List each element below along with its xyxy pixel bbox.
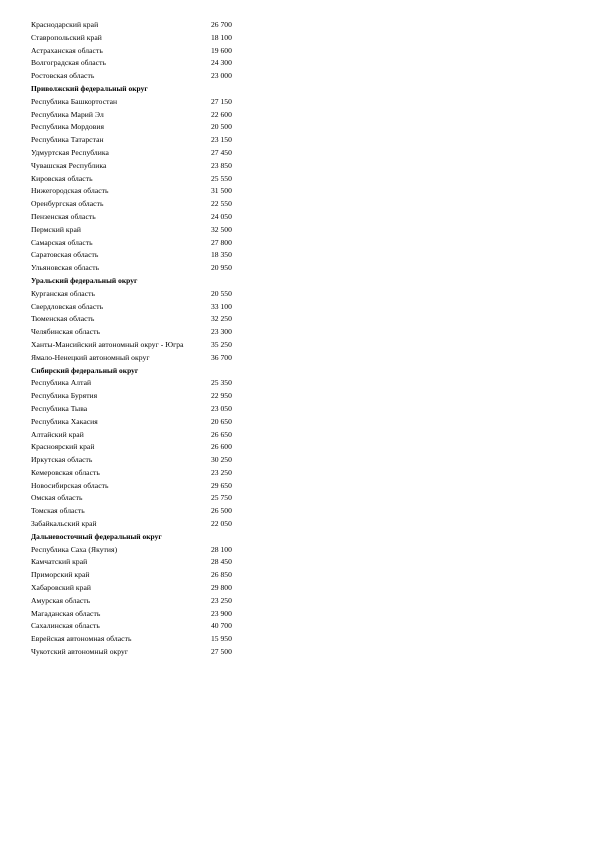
region-name: Новосибирская область (31, 480, 109, 490)
region-name: Самарская область (31, 237, 93, 247)
region-value: 25 750 (211, 493, 232, 503)
region-name: Ямало-Ненецкий автономный округ (31, 352, 150, 362)
table-row (31, 441, 251, 454)
region-name: Забайкальский край (31, 519, 97, 529)
region-value: 20 650 (211, 416, 232, 426)
table-row (31, 505, 251, 518)
region-name: Ханты-Мансийский автономный округ - Югра (31, 339, 184, 349)
region-name: Краснодарский край (31, 20, 99, 29)
region-name: Республика Татарстан (31, 135, 104, 145)
region-name: Республика Мордовия (31, 122, 104, 132)
table-row (31, 326, 251, 339)
region-value: 28 100 (211, 544, 232, 554)
region-name: Оренбургская область (31, 199, 104, 209)
table-row (31, 147, 251, 160)
table-row (31, 288, 251, 301)
district-name: Уральский федеральный округ (31, 275, 138, 285)
region-value: 40 700 (211, 621, 232, 631)
region-value: 19 600 (211, 45, 232, 55)
region-value: 20 500 (211, 122, 232, 132)
region-name: Республика Саха (Якутия) (31, 544, 118, 554)
region-value: 29 650 (211, 480, 232, 490)
table-row (31, 646, 251, 659)
table-row (31, 173, 251, 186)
table-row (31, 377, 251, 390)
table-row (31, 339, 251, 352)
region-name: Кемеровская область (31, 467, 100, 477)
region-value: 22 550 (211, 199, 232, 209)
region-name: Удмуртская Республика (31, 147, 109, 157)
region-name: Республика Бурятия (31, 391, 98, 401)
region-value: 28 450 (211, 557, 232, 567)
region-value: 23 000 (211, 71, 232, 81)
district-name: Приволжский федеральный округ (31, 83, 148, 93)
region-name: Кировская область (31, 173, 93, 183)
region-value: 32 250 (211, 314, 232, 324)
table-row (31, 633, 251, 646)
table-row (31, 121, 251, 134)
region-name: Чувашская Республика (31, 160, 107, 170)
region-name: Алтайский край (31, 429, 84, 439)
region-name: Еврейская автономная область (31, 634, 132, 644)
region-value: 27 150 (211, 96, 232, 106)
region-value: 27 450 (211, 147, 232, 157)
table-row (31, 313, 251, 326)
region-value: 25 350 (211, 378, 232, 388)
region-value: 23 250 (211, 467, 232, 477)
table-row (31, 556, 251, 569)
region-value: 20 950 (211, 263, 232, 273)
table-row (31, 224, 251, 237)
region-name: Амурская область (31, 595, 91, 605)
table-row (31, 211, 251, 224)
table-row (31, 198, 251, 211)
region-name: Нижегородская область (31, 186, 109, 196)
region-value: 23 850 (211, 160, 232, 170)
region-value: 23 900 (211, 608, 232, 618)
table-row (31, 237, 251, 250)
region-name: Волгоградская область (31, 58, 106, 68)
table-row (31, 595, 251, 608)
region-value: 26 600 (211, 442, 232, 452)
region-value: 36 700 (211, 352, 232, 362)
region-name: Омская область (31, 493, 83, 503)
table-row (31, 416, 251, 429)
table-row (31, 492, 251, 505)
region-name: Республика Марий Эл (31, 109, 104, 119)
region-value: 35 250 (211, 339, 232, 349)
region-name: Курганская область (31, 288, 96, 298)
region-value: 32 500 (211, 224, 232, 234)
region-value: 33 100 (211, 301, 232, 311)
district-name: Сибирский федеральный округ (31, 365, 139, 375)
table-row (31, 70, 251, 83)
region-name: Иркутская область (31, 455, 93, 465)
table-row (31, 352, 251, 365)
region-value: 26 700 (211, 20, 232, 29)
region-value: 22 050 (211, 519, 232, 529)
district-header-row (31, 531, 251, 544)
region-name: Ульяновская область (31, 263, 100, 273)
region-value: 24 050 (211, 211, 232, 221)
region-name: Камчатский край (31, 557, 88, 567)
table-row (31, 480, 251, 493)
table-row (31, 32, 251, 45)
region-name: Республика Хакасия (31, 416, 98, 426)
region-value: 27 500 (211, 647, 232, 657)
region-value: 30 250 (211, 455, 232, 465)
region-value: 24 300 (211, 58, 232, 68)
region-name: Республика Башкортостан (31, 96, 118, 106)
region-name: Ростовская область (31, 71, 95, 81)
region-table (31, 19, 251, 659)
table-row (31, 45, 251, 58)
table-row (31, 467, 251, 480)
region-value: 26 850 (211, 570, 232, 580)
table-row (31, 185, 251, 198)
table-row (31, 620, 251, 633)
region-name: Челябинская область (31, 327, 101, 337)
region-name: Свердловская область (31, 301, 104, 311)
region-value: 25 550 (211, 173, 232, 183)
table-row (31, 249, 251, 262)
region-value: 15 950 (211, 634, 232, 644)
table-row (31, 160, 251, 173)
table-row (31, 262, 251, 275)
table-row (31, 134, 251, 147)
table-row (31, 403, 251, 416)
region-value: 18 350 (211, 250, 232, 260)
table-row (31, 454, 251, 467)
district-header-row (31, 275, 251, 288)
region-value: 18 100 (211, 32, 232, 42)
region-name: Сахалинская область (31, 621, 100, 631)
region-name: Чукотский автономный округ (31, 647, 129, 657)
district-name: Дальневосточный федеральный округ (31, 531, 162, 541)
table-row (31, 608, 251, 621)
region-name: Астраханская область (31, 45, 103, 55)
region-name: Тюменская область (31, 314, 95, 324)
region-value: 20 550 (211, 288, 232, 298)
region-name: Приморский край (31, 570, 90, 580)
table-row (31, 301, 251, 314)
region-value: 26 650 (211, 429, 232, 439)
region-value: 22 950 (211, 391, 232, 401)
table-row (31, 569, 251, 582)
table-row (31, 582, 251, 595)
region-name: Республика Тыва (31, 403, 88, 413)
region-name: Республика Алтай (31, 378, 92, 388)
district-header-row (31, 83, 251, 96)
table-row (31, 96, 251, 109)
region-name: Пензенская область (31, 211, 96, 221)
region-name: Пермский край (31, 224, 81, 234)
region-name: Ставропольский край (31, 32, 102, 42)
table-row (31, 109, 251, 122)
region-name: Магаданская область (31, 608, 101, 618)
region-name: Саратовская область (31, 250, 99, 260)
region-value: 22 600 (211, 109, 232, 119)
region-value: 29 800 (211, 583, 232, 593)
table-row (31, 429, 251, 442)
region-name: Томская область (31, 506, 85, 516)
table-row (31, 57, 251, 70)
table-row (31, 19, 251, 32)
table-row (31, 518, 251, 531)
region-name: Красноярский край (31, 442, 95, 452)
region-value: 26 500 (211, 506, 232, 516)
region-name: Хабаровский край (31, 583, 92, 593)
region-value: 23 150 (211, 135, 232, 145)
table-row (31, 390, 251, 403)
region-value: 31 500 (211, 186, 232, 196)
region-value: 23 050 (211, 403, 232, 413)
district-header-row (31, 365, 251, 378)
region-value: 23 250 (211, 595, 232, 605)
table-row (31, 544, 251, 557)
region-value: 27 800 (211, 237, 232, 247)
region-value: 23 300 (211, 327, 232, 337)
